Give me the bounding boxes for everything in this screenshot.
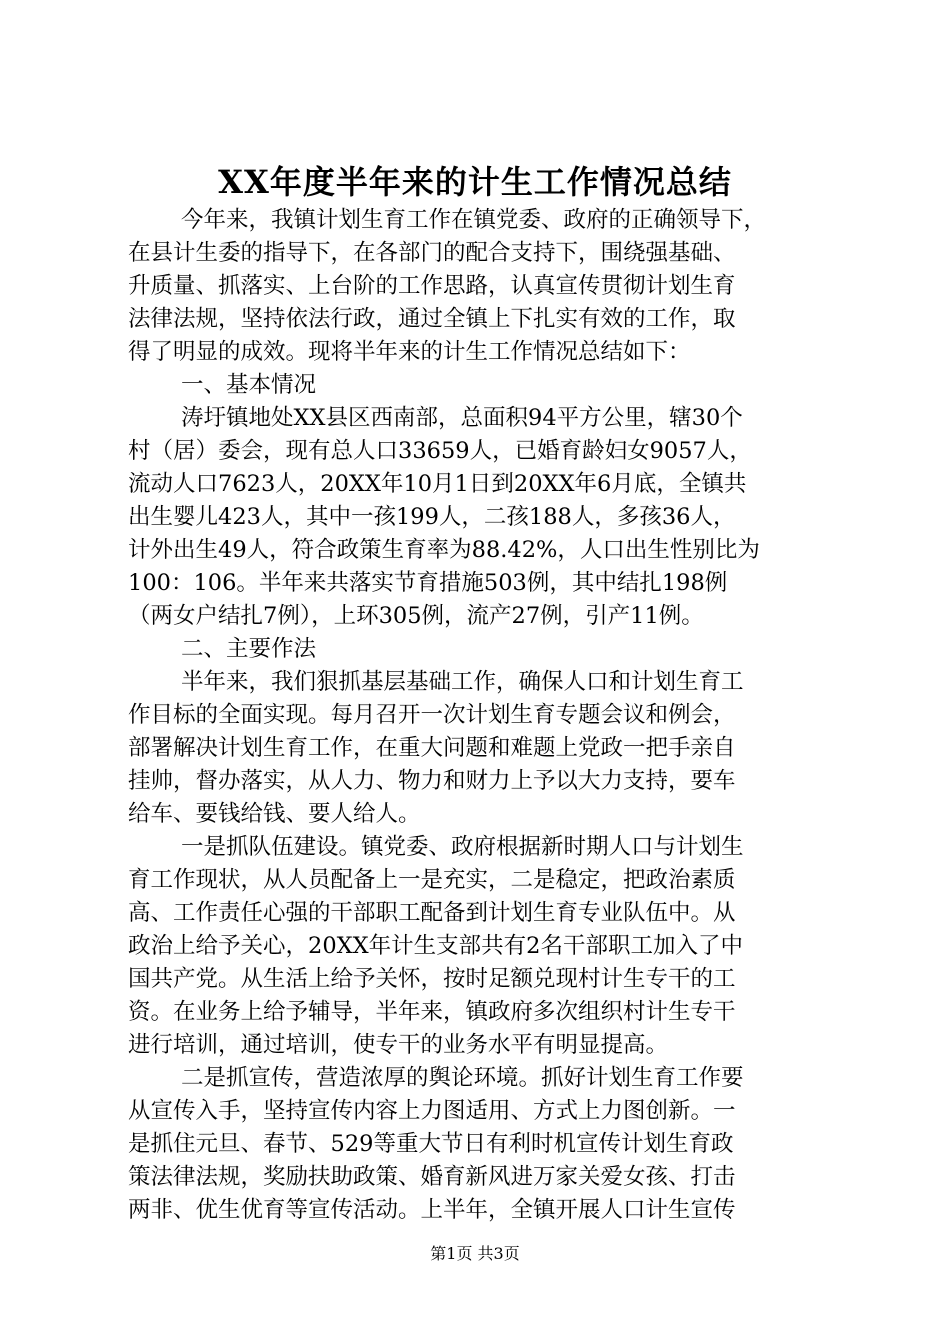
paragraph-line: 作目标的全面实现。每月召开一次计划生育专题会议和例会， [128, 702, 736, 728]
page-footer: 第1页 共3页 [430, 1244, 520, 1263]
paragraph-line: 出生婴儿423人，其中一孩199人，二孩188人，多孩36人， [128, 504, 736, 530]
paragraph-first-line: 涛圩镇地处XX县区西南部，总面积94平方公里，辖30个 [181, 405, 743, 431]
paragraph-first-line: 二、主要作法 [181, 636, 317, 662]
paragraph-line: 法律法规，坚持依法行政，通过全镇上下扎实有效的工作，取 [128, 306, 736, 332]
paragraph-line: 流动人口7623人，20XX年10月1日到20XX年6月底，全镇共 [128, 471, 747, 497]
paragraph-line: 给车、要钱给钱、要人给人。 [128, 801, 421, 827]
paragraph-line: 资。在业务上给予辅导，半年来，镇政府多次组织村计生专干 [128, 999, 736, 1025]
paragraph-line: （两女户结扎7例），上环305例，流产27例，引产11例。 [128, 603, 704, 629]
paragraph-line: 策法律法规，奖励扶助政策、婚育新风进万家关爱女孩、打击 [128, 1164, 736, 1190]
paragraph-first-line: 半年来，我们狠抓基层基础工作，确保人口和计划生育工 [181, 669, 744, 695]
paragraph-line: 村（居）委会，现有总人口33659人，已婚育龄妇女9057人， [128, 438, 752, 464]
paragraph-first-line: 一是抓队伍建设。镇党委、政府根据新时期人口与计划生 [181, 834, 744, 860]
paragraph-line: 育工作现状，从人员配备上一是充实，二是稳定，把政治素质 [128, 867, 736, 893]
paragraph-line: 挂帅，督办落实，从人力、物力和财力上予以大力支持，要车 [128, 768, 736, 794]
document-title: XX年度半年来的计生工作情况总结 [218, 163, 732, 201]
paragraph-line: 得了明显的成效。现将半年来的计生工作情况总结如下： [128, 339, 691, 365]
paragraph-line: 两非、优生优育等宣传活动。上半年，全镇开展人口计生宣传 [128, 1197, 736, 1223]
paragraph-line: 计外出生49人，符合政策生育率为88.42%，人口出生性别比为 [128, 537, 760, 563]
paragraph-line: 升质量、抓落实、上台阶的工作思路，认真宣传贯彻计划生育 [128, 273, 736, 299]
paragraph-first-line: 二是抓宣传，营造浓厚的舆论环境。抓好计划生育工作要 [181, 1065, 744, 1091]
paragraph-line: 国共产党。从生活上给予关怀，按时足额兑现村计生专干的工 [128, 966, 736, 992]
paragraph-first-line: 一、基本情况 [181, 372, 317, 398]
paragraph-first-line: 今年来，我镇计划生育工作在镇党委、政府的正确领导下， [181, 207, 767, 233]
paragraph-line: 是抓住元旦、春节、529等重大节日有利时机宣传计划生育政 [128, 1131, 734, 1157]
paragraph-line: 部署解决计划生育工作，在重大问题和难题上党政一把手亲自 [128, 735, 736, 761]
paragraph-line: 高、工作责任心强的干部职工配备到计划生育专业队伍中。从 [128, 900, 736, 926]
paragraph-line: 100：106。半年来共落实节育措施503例，其中结扎198例 [128, 570, 728, 596]
paragraph-line: 进行培训，通过培训，使专干的业务水平有明显提高。 [128, 1032, 669, 1058]
paragraph-line: 在县计生委的指导下，在各部门的配合支持下，围绕强基础、 [128, 240, 736, 266]
paragraph-line: 政治上给予关心，20XX年计生支部共有2名干部职工加入了中 [128, 933, 743, 959]
document-body [128, 204, 838, 1227]
paragraph-line: 从宣传入手，坚持宣传内容上力图适用、方式上力图创新。一 [128, 1098, 736, 1124]
